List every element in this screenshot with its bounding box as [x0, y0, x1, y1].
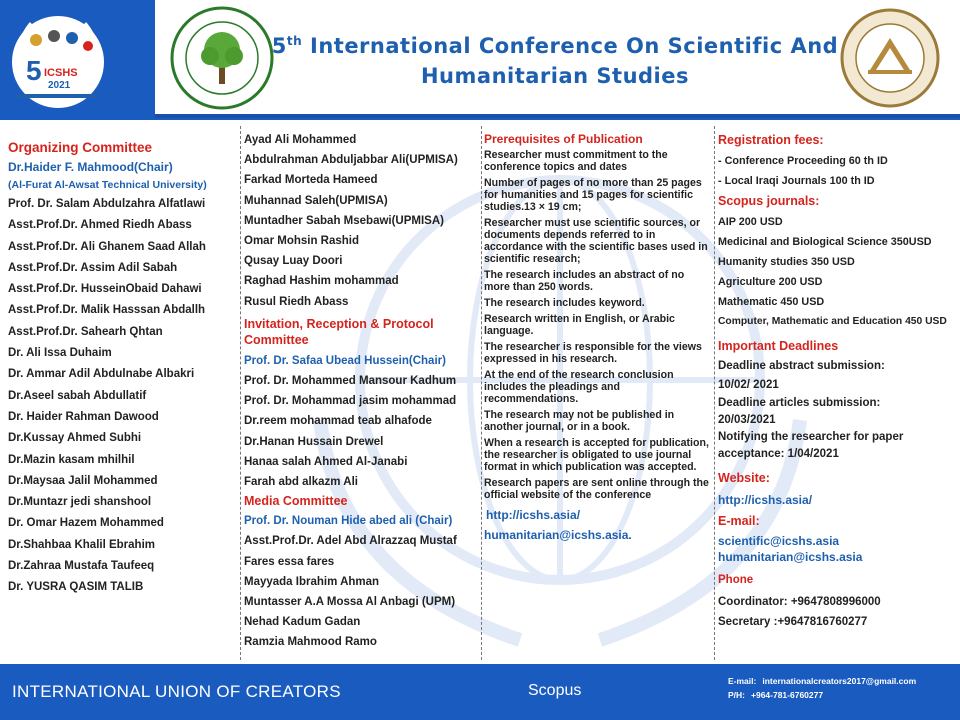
list-item: 20/03/2021: [718, 414, 776, 426]
fees-deadlines-column: [718, 130, 956, 632]
divider: [714, 126, 715, 660]
invitation-members-list: [244, 371, 480, 492]
important-deadlines-heading: Important Deadlines: [718, 339, 839, 353]
list-item: Prof. Dr. Salam Abdulzahra Alfatlawi: [8, 198, 206, 210]
email-link[interactable]: humanitarian@icshs.asia: [718, 550, 863, 564]
ministry-seal-logo: [838, 8, 942, 108]
coordinator-phone: Coordinator: +9647808996000: [718, 596, 881, 608]
list-item: Dr.Aseel sabah Abdullatif: [8, 389, 147, 402]
list-item: Prof. Dr. Mohammad jasim mohammad: [244, 395, 457, 408]
footer-phone: +964-781-6760277: [751, 690, 824, 700]
prerequisites-heading: Prerequisites of Publication: [484, 132, 643, 146]
organizing-committee-column: [8, 130, 242, 599]
list-item: Researcher must commitment to the conference topics and dates: [484, 149, 668, 173]
icshs-logo: [6, 6, 146, 112]
email-link[interactable]: humanitarian@icshs.asia.: [484, 528, 632, 542]
list-item: Ayad Ali Mohammed: [244, 134, 357, 146]
list-item: Humanity studies 350 USD: [718, 256, 855, 268]
list-item: Dr.Hanan Hussain Drewel: [244, 435, 384, 448]
list-item: Dr. Haider Rahman Dawood: [8, 410, 159, 423]
list-item: Number of pages of no more than 25 pages for humanities and 15 pages for scientific studies.13 × 19 cm;: [484, 177, 702, 213]
organizing-chair: Dr.Haider F. Mahmood(Chair): [8, 160, 173, 174]
list-item: Dr.Kussay Ahmed Subhi: [8, 432, 142, 445]
divider: [481, 126, 482, 660]
svg-text:2021: 2021: [48, 80, 71, 91]
footer-email[interactable]: internationalcreators2017@gmail.com: [762, 676, 917, 686]
list-item: At the end of the research conclusion includes the pleadings and recommendations.: [484, 369, 674, 405]
list-item: Dr.Mazin kasam mhilhil: [8, 453, 135, 466]
list-item: Mathematic 450 USD: [718, 296, 825, 308]
content-area: [0, 120, 960, 664]
list-item: Asst.Prof.Dr. Sahearh Qhtan: [8, 325, 163, 338]
registration-fees-heading: Registration fees:: [718, 133, 824, 147]
website-heading: Website:: [718, 471, 770, 485]
list-item: Dr.Zahraa Mustafa Taufeeq: [8, 560, 155, 573]
list-item: - Local Iraqi Journals 100 th ID: [718, 175, 875, 187]
list-item: The research includes keyword.: [484, 297, 645, 309]
list-item: Deadline abstract submission:: [718, 360, 885, 372]
list-item: AIP 200 USD: [718, 216, 783, 228]
organizing-members-continued: [244, 130, 480, 312]
list-item: When a research is accepted for publication, the researcher is obligated to use journal format in which publication was accepted.: [484, 437, 709, 473]
list-item: Asst.Prof.Dr. Ahmed Riedh Abass: [8, 219, 192, 232]
chair-affiliation: (Al-Furat Al-Awsat Technical University): [8, 179, 207, 191]
list-item: Asst.Prof.Dr. Assim Adil Sabah: [8, 261, 178, 274]
list-item: Research written in English, or Arabic language.: [484, 313, 675, 337]
list-item: Dr.Maysaa Jalil Mohammed: [8, 474, 158, 487]
media-committee-heading: Media Committee: [244, 494, 348, 509]
list-item: Muntasser A.A Mossa Al Anbagi (UPM): [244, 596, 456, 609]
list-item: Dr. Omar Hazem Mohammed: [8, 517, 164, 530]
list-item: The research may not be published in another journal, or in a book.: [484, 409, 675, 433]
invitation-committee-heading: Invitation, Reception & Protocol Committee: [244, 316, 434, 347]
footer-email-label: E-mail:: [728, 676, 757, 686]
media-chair: Prof. Dr. Nouman Hide abed ali (Chair): [244, 515, 453, 528]
list-item: Dr.Shahbaa Khalil Ebrahim: [8, 538, 155, 551]
list-item: Dr. Ammar Adil Abdulnabe Albakri: [8, 368, 195, 381]
list-item: Hanaa salah Ahmed Al-Janabi: [244, 455, 408, 468]
list-item: - Conference Proceeding 60 th ID: [718, 155, 888, 167]
list-item: Computer, Mathematic and Education 450 USD: [718, 316, 947, 327]
media-members-list: [244, 531, 480, 652]
list-item: Prof. Dr. Mohammed Mansour Kadhum: [244, 375, 457, 388]
list-item: Qusay Luay Doori: [244, 255, 343, 268]
list-item: Farah abd alkazm Ali: [244, 476, 358, 489]
list-item: Asst.Prof.Dr. Ali Ghanem Saad Allah: [8, 240, 206, 253]
list-item: Muntadher Sabah Msebawi(UPMISA): [244, 214, 444, 227]
list-item: Fares essa fares: [244, 555, 335, 568]
list-item: Omar Mohsin Rashid: [244, 235, 360, 248]
list-item: The researcher is responsible for the views expressed in his research.: [484, 341, 702, 365]
footer-bar: [0, 664, 960, 720]
committees-column: [244, 130, 480, 653]
phone-heading: Phone: [718, 574, 754, 586]
conference-title: 5th International Conference On Scientific And Humanitarian Studies: [271, 34, 839, 88]
list-item: Dr. YUSRA QASIM TALIB: [8, 581, 144, 594]
list-item: Dr.Muntazr jedi shanshool: [8, 496, 152, 509]
svg-text:5: 5: [26, 55, 42, 86]
list-item: Notifying the researcher for paper: [718, 431, 904, 443]
list-item: Research papers are sent online through the official website of the conference: [484, 477, 709, 501]
footer-scopus: Scopus: [528, 682, 582, 699]
scopus-journals-heading: Scopus journals:: [718, 194, 820, 208]
organizing-committee-heading: Organizing Committee: [8, 140, 153, 155]
footer-phone-label: P/H:: [728, 690, 745, 700]
list-item: Asst.Prof.Dr. Adel Abd Alrazzaq Mustaf: [244, 535, 457, 548]
list-item: Farkad Morteda Hameed: [244, 174, 378, 187]
list-item: Raghad Hashim mohammad: [244, 275, 399, 288]
website-link[interactable]: http://icshs.asia/: [718, 493, 813, 507]
website-link[interactable]: http://icshs.asia/: [486, 508, 581, 522]
list-item: 10/02/ 2021: [718, 379, 779, 391]
footer-organization: INTERNATIONAL UNION OF CREATORS: [12, 682, 341, 701]
list-item: Deadline articles submission:: [718, 397, 881, 409]
prerequisites-column: [484, 130, 712, 545]
list-item: Asst.Prof.Dr. Malik Hasssan Abdallh: [8, 304, 206, 317]
list-item: Asst.Prof.Dr. HusseinObaid Dahawi: [8, 283, 202, 296]
footer-contact: [728, 674, 922, 702]
email-heading: E-mail:: [718, 514, 760, 528]
list-item: Nehad Kadum Gadan: [244, 616, 361, 629]
organizing-members-list: [8, 194, 242, 599]
list-item: Dr.reem mohammad teab alhafode: [244, 415, 432, 428]
list-item: Researcher must use scientific sources, or documents depends referred to in accordance with the scientific bases used in scientific research;: [484, 217, 708, 265]
deadlines-list: [718, 357, 956, 463]
header-bar: [0, 0, 960, 120]
list-item: acceptance: 1/04/2021: [718, 448, 839, 460]
email-link[interactable]: scientific@icshs.asia: [718, 534, 840, 548]
list-item: The research includes an abstract of no more than 250 words.: [484, 269, 685, 293]
prerequisites-list: [484, 149, 712, 501]
list-item: Dr. Ali Issa Duhaim: [8, 347, 112, 360]
list-item: Abdulrahman Abduljabbar Ali(UPMISA): [244, 154, 458, 167]
secretary-phone: Secretary :+9647816760277: [718, 616, 868, 628]
svg-text:ICSHS: ICSHS: [44, 67, 78, 79]
list-item: Agriculture 200 USD: [718, 276, 823, 288]
list-item: Medicinal and Biological Science 350USD: [718, 236, 932, 248]
list-item: Mayyada Ibrahim Ahman: [244, 575, 380, 588]
list-item: Ramzia Mahmood Ramo: [244, 636, 377, 649]
invitation-chair: Prof. Dr. Safaa Ubead Hussein(Chair): [244, 354, 446, 367]
list-item: Rusul Riedh Abass: [244, 295, 349, 308]
list-item: Muhannad Saleh(UPMISA): [244, 194, 388, 207]
